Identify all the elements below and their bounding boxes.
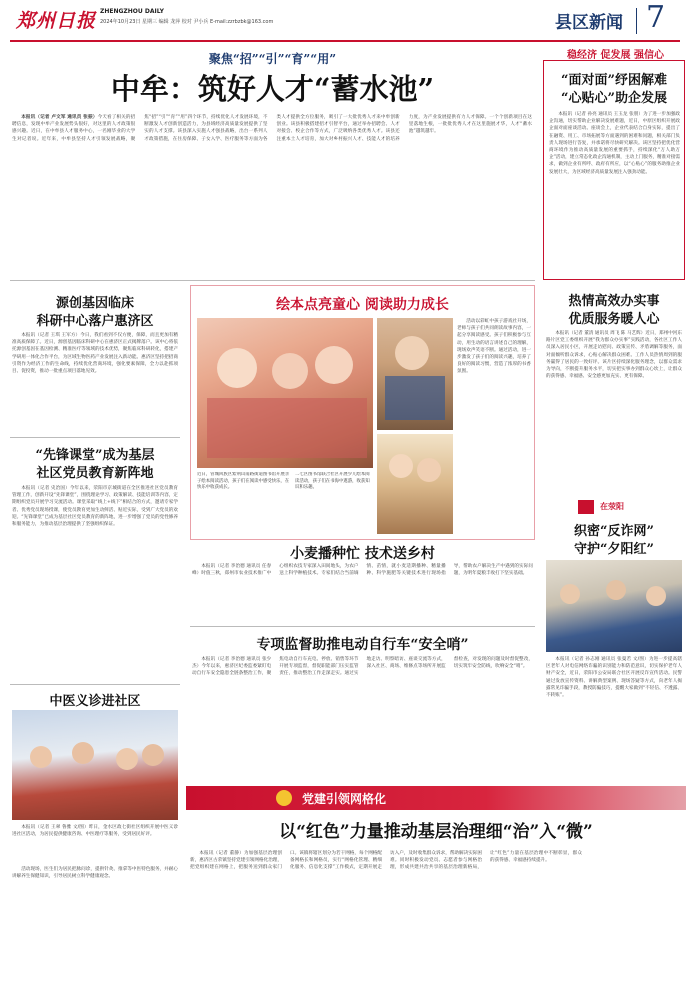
center-mid-divider bbox=[190, 626, 535, 627]
masthead-en: ZHENGZHOU DAILY bbox=[100, 8, 164, 15]
left-mid-title2: 科研中心落户惠济区 bbox=[36, 314, 154, 329]
party-banner-title: 党建引领网格化 bbox=[302, 792, 387, 806]
left-low-title: 中医义诊进社区 bbox=[49, 694, 141, 709]
left-mid-body: 本报讯（记者 王琪 王军方）今日，我们看到不仅方便，保障，而且更加有精准高质保障了。近日，源创基因临床科研中心在惠济区正式揭牌落户。该中心将依托源创基因在基因检测、精准医疗等领域的技术优势，聚焦临床科研转化，搭建产学研用一体化合作平台，为区域生物医药产业发展注入新动能。惠济区坚持把招商引资作为经济工作的生命线，持续优化营商环境，强化要素保障，全力以赴抓项目、促投资，推动一批重点项目落地见效。 bbox=[12, 333, 178, 375]
anti-fraud-photo bbox=[546, 560, 682, 652]
reading-photo-1 bbox=[197, 318, 373, 468]
party-emblem-icon bbox=[276, 790, 292, 806]
center-photo-caption-2: 二七区图书馆联合社区开展少儿绘本阅读活动，孩子们在书海中遨游，收获知识和乐趣。 bbox=[295, 472, 370, 491]
lead-text: 今天看了相关的招聘信息，发现中牟产业发展势头很好，对这里的人才政策很感兴趣。近日，在中牟县人才服务中心，一名刚毕业的大学生对记者说。近年来，中牟县坚持人才引领发展战略，聚焦“招”“引”“育”“用”四个环节，持续优化人才发展环境，不断激发人才创新创造活力，为县域经济高质量发展提供了坚实的人才支撑。该县深入实施人才强县战略，出台一系列人才政策措施，在住房保障、子女入学、医疗服务等方面为各类人才提供全方位服务，吸引了一大批优秀人才来中牟创新创业。该县积极搭建招才引智平台，通过举办招聘会、人才对接会、校企合作等方式，广泛吸纳各类优秀人才。该县还注重本土人才培育，加大对乡村振兴人才、技能人才的培养力度，为产业发展提供有力人才保障。一个个创新项目在这里落地生根，一批批优秀人才在这里施展才华，人才“蓄水池”越筑越牢。 bbox=[12, 115, 532, 142]
region-tag bbox=[578, 500, 678, 514]
region-tag-box bbox=[578, 500, 594, 514]
party-banner bbox=[186, 786, 686, 810]
right-mid-body: 本报讯（记者 董清 通讯员 周飞 陈 马艺辉）近日，郑州中河东路片区党工委组织开展“我为群众办实事”实践活动，各社区工作人员深入居民小区，开展走访慰问、政策宣传、矛盾调解等服务，面对面倾听群众诉求，心贴心解决群众困难。工作人员热情周到的服务赢得了居民的一致好评。该片区持续深化服务理念，以群众需求为导向，不断提升服务水平，切实把实事办到群众心坎上，让群众的获得感、幸福感、安全感更加充实、更有保障。 bbox=[546, 331, 682, 380]
lead-kicker: 聚焦“招”“引”“育”“用” bbox=[208, 52, 337, 66]
center-photo-box bbox=[190, 285, 535, 540]
right-tagline: 稳经济 促发展 强信心 bbox=[567, 50, 664, 61]
center-photo-title: 绘本点亮童心 阅读助力成长 bbox=[276, 297, 449, 313]
center-low-body: 本报讯（记者 李治德 通讯员 张少杰）今年以来，惠济区纪委监委紧盯电动自行车安全隐患全链条整治工作，聚焦电动自行车充电、停放、销售等环节开展专项监督，督促职能部门压实监管责任，推动整治工作走深走实。通过实地走访、明察暗访、座谈交流等方式，深入社区、商场、维修点等场所开展监督检查，对发现的问题及时督促整改，切实筑牢安全防线，吹响安全“哨”。 bbox=[192, 657, 533, 677]
right-low-title1: 织密“反诈网” bbox=[574, 524, 654, 539]
right-mid-title1: 热情高效办实事 bbox=[568, 294, 660, 309]
right-top-title1: “面对面”纾困解难 bbox=[561, 73, 667, 88]
tcm-clinic-photo bbox=[12, 710, 178, 820]
reading-photo-3 bbox=[377, 434, 453, 534]
lead-byline: 本报讯（记者 卢文军 通讯员 张振） bbox=[21, 115, 98, 120]
lead-title: 中牟：筑好人才“蓄水池” bbox=[110, 72, 435, 106]
lead-divider bbox=[10, 280, 535, 281]
right-top-title2: “心贴心”助企发展 bbox=[561, 91, 667, 106]
right-low-title2: 守护“夕阳红” bbox=[574, 542, 654, 557]
lead-body bbox=[12, 114, 532, 276]
center-photo-caption-1: 近日，管城回族区紫荆山南路街道图书馆开展亲子绘本阅读活动，孩子们在阅读中感受快乐，在快乐中收获成长。 bbox=[197, 472, 290, 491]
right-top-box bbox=[543, 60, 685, 280]
masthead bbox=[0, 0, 690, 42]
section-title: 县区新闻 bbox=[555, 13, 623, 33]
left-mid2-title1: “先锋课堂”成为基层 bbox=[35, 448, 155, 463]
left-low-body: 活动现场，医生们为居民把脉问诊，提供针灸、推拿等中医特色服务，并耐心讲解养生保健知识，引导居民树立科学健康观念。 bbox=[12, 867, 178, 880]
center-photo-body: 活动以彩虹中孩子游戏社开场，老师与孩子们共同朗读故事内容，一起分享阅读感受。孩子们积极参与互动，用生动的语言讲述自己的理解，现场欢声笑语不断。通过活动，进一步激发了孩子们的阅读兴趣，培养了良好的阅读习惯，营造了浓厚的书香氛围。 bbox=[457, 319, 531, 375]
party-body: 本报讯（记者 董静）为加强基层治理创新，惠济区古荥镇坚持党建引领网格化治理，把党组织建在网格上，把服务送到群众家门口。该镇将辖区划分为若干网格，每个网格配备网格长和网格员，实行“网格化管理、精细化服务、信息化支撑”工作模式，定期开展走访入户，及时收集群众诉求，帮助解决实际困难。同时积极发动党员、志愿者参与网格治理，形成共建共治共享的基层治理新格局，让“红色”力量在基层治理中不断彰显，群众的获得感、幸福感持续提升。 bbox=[190, 851, 582, 871]
center-low-title: 专项监督助推电动自行车“安全哨” bbox=[256, 637, 469, 653]
region-tag-label: 在荥阳 bbox=[600, 502, 624, 511]
left-mid2-divider bbox=[10, 684, 180, 685]
left-low-caption: 本报讯（记者 王翠 鲁雅 文/图）昨日，金水区政七街社区组织开展中医义诊进社区活动，为居民提供健康咨询、中医理疗等服务，受到居民好评。 bbox=[12, 825, 178, 838]
masthead-info: 2024年10月23日 星期三 编辑 龙萍 校对 尹小兵 E-mail:zzrbzbk@163.com bbox=[100, 19, 274, 25]
party-big-title: 以“红色”力量推动基层治理细“治”入“微” bbox=[279, 822, 593, 842]
logo: 郑州日报 bbox=[16, 10, 97, 32]
left-mid-divider bbox=[10, 437, 180, 438]
center-mid-body: 本报讯（记者 李治德 通讯员 任春峰）时值三秋，郑州市农业技术推广中心组织农技专家深入田间地头，为农户送上科学种植技术。专家们结合当前墒情、苗情，就小麦适期播种、精量播种、科学施肥等关键技术进行现场指导，帮助农户解决生产中遇到的实际问题，为明年夏粮丰收打下坚实基础。 bbox=[192, 564, 533, 577]
center-mid-title: 小麦播种忙 技术送乡村 bbox=[290, 546, 435, 562]
page-number: 7 bbox=[646, 0, 666, 35]
masthead-rule bbox=[10, 40, 680, 42]
left-mid2-body: 本报讯（记者 史治国）今年以来，荥阳市京城街道在全区推进社区党员教育管理工作，创新开设“先锋课堂”，围绕理论学习、政策解读、技能培训等内容，定期组织党员开展学习交流活动。课堂采取“线上+线下”相结合的方式，邀请专家学者、优秀党员现场授课，使党员教育更加生动鲜活、贴近实际，受到广大党员的欢迎。“先锋课堂”已成为基层社区党员教育的新阵地，进一步增强了党员的党性修养和服务能力，为推动基层治理提供了坚强组织保证。 bbox=[12, 486, 178, 528]
left-mid2-title2: 社区党员教育新阵地 bbox=[36, 466, 154, 481]
reading-photo-2 bbox=[377, 318, 453, 430]
left-mid-title1: 源创基因临床 bbox=[55, 296, 134, 311]
right-top-body: 本报讯（记者 孙亮 通讯员 王玉龙 张朋）为了进一步加强政企沟通，切实帮助企业解决发展难题，近日，中原区组织开展政企面对面座谈活动。座谈会上，企业代表结合自身实际，提出了在融资、用工、市场拓展等方面遇到的困难和问题，相关部门负责人现场进行答复，并承诺将尽快研究解决。该区坚持把优化营商环境作为推动高质量发展的重要抓手，持续深化“万人助万企”活动，建立常态化政企沟通机制，主动上门服务，精准对接需求，做到企业有所呼、政府有所应，以“心贴心”的服务助推企业发展壮大，为区域经济高质量发展注入强劲动能。 bbox=[549, 112, 680, 175]
right-mid-title2: 优质服务暖人心 bbox=[568, 312, 660, 327]
masthead-divider bbox=[636, 8, 637, 34]
right-low-body: 本报讯（记者 孙志刚 通讯员 张曼若 文/图）为进一步提高辖区老年人对电信网络诈骗的识别能力和防范意识，切实保护老年人财产安全，近日，荥阳市公安局联合社区开展反诈宣传活动。民警通过发放宣传资料、讲解典型案例、现场答疑等方式，向老年人揭露常见诈骗手段，教授防骗技巧，提醒大家做到“不轻信、不透露、不转账”。 bbox=[546, 657, 682, 699]
